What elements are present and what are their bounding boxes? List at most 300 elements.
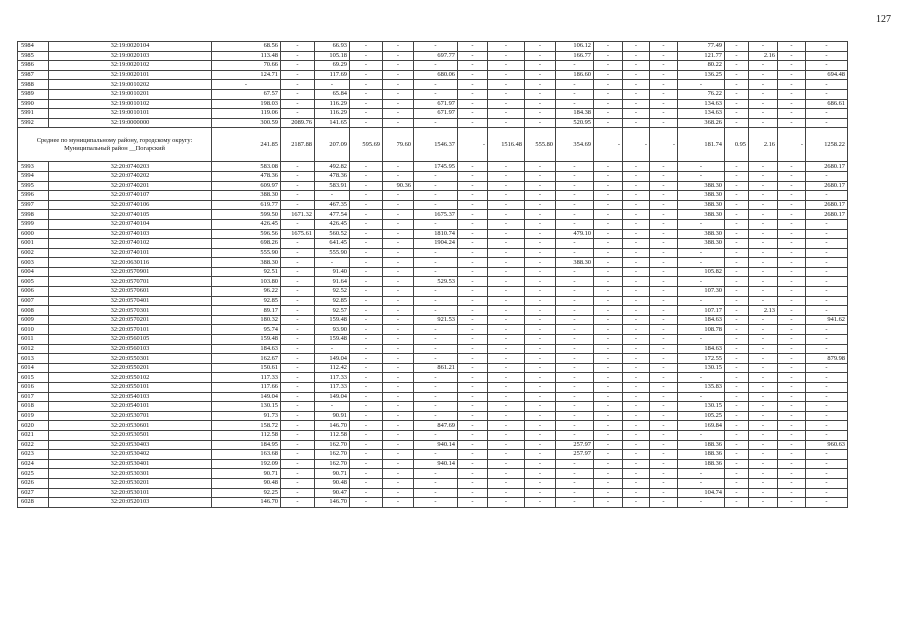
table-cell: - (458, 200, 488, 210)
table-cell: - (778, 258, 806, 268)
table-cell: - (458, 287, 488, 297)
table-cell: 112.58 (212, 430, 281, 440)
table-cell: 2680.17 (806, 181, 848, 191)
cadastral-number-cell: 32:19:0020103 (49, 51, 212, 61)
cadastral-number-cell: 32:20:0740102 (49, 239, 212, 249)
table-cell: - (488, 267, 525, 277)
table-cell: - (556, 296, 594, 306)
table-cell: - (778, 306, 806, 316)
table-cell: 595.69 (350, 128, 383, 162)
table-cell: - (350, 344, 383, 354)
table-cell: - (281, 287, 315, 297)
table-cell: - (650, 373, 678, 383)
table-cell: - (623, 248, 650, 258)
table-cell: - (749, 488, 778, 498)
table-cell: - (488, 421, 525, 431)
table-cell: - (350, 488, 383, 498)
row-number-cell: 5986 (18, 61, 49, 71)
table-cell: - (525, 162, 556, 172)
table-cell: - (623, 267, 650, 277)
table-cell: - (594, 42, 623, 52)
row-number-cell: 6010 (18, 325, 49, 335)
table-cell: - (281, 488, 315, 498)
table-cell: 2187.88 (281, 128, 315, 162)
table-cell: - (383, 383, 414, 393)
table-cell: - (414, 191, 458, 201)
table-cell: - (525, 469, 556, 479)
table-cell: - (678, 162, 725, 172)
table-cell: 1675.37 (414, 210, 458, 220)
table-cell: - (778, 354, 806, 364)
table-cell: - (594, 70, 623, 80)
table-cell: 388.30 (678, 229, 725, 239)
table-cell: - (806, 258, 848, 268)
table-cell: 184.95 (212, 440, 281, 450)
table-cell: - (778, 315, 806, 325)
table-cell: - (623, 162, 650, 172)
table-cell: - (458, 229, 488, 239)
table-cell: - (488, 325, 525, 335)
table-row (18, 440, 848, 450)
table-row (18, 229, 848, 239)
table-cell: - (594, 325, 623, 335)
table-cell: - (281, 42, 315, 52)
table-cell: - (281, 80, 315, 90)
table-cell: - (556, 277, 594, 287)
table-cell: - (806, 469, 848, 479)
table-cell: - (458, 219, 488, 229)
table-cell: - (806, 411, 848, 421)
table-cell: - (678, 478, 725, 488)
table-cell: - (749, 373, 778, 383)
table-cell: - (488, 373, 525, 383)
table-cell: - (556, 210, 594, 220)
cadastral-number-cell: 32:20:0740103 (49, 229, 212, 239)
table-cell: 93.90 (315, 325, 350, 335)
table-cell: 186.60 (556, 70, 594, 80)
table-cell: - (350, 118, 383, 128)
table-cell: - (458, 306, 488, 316)
table-cell: - (525, 363, 556, 373)
table-cell: - (725, 325, 749, 335)
table-cell: - (725, 344, 749, 354)
table-cell: - (525, 440, 556, 450)
table-cell: - (281, 325, 315, 335)
row-number-cell: 6002 (18, 248, 49, 258)
table-cell: 940.14 (414, 459, 458, 469)
cadastral-number-cell: 32:20:0560105 (49, 335, 212, 345)
table-cell: - (458, 325, 488, 335)
table-row (18, 89, 848, 99)
table-cell: - (383, 296, 414, 306)
table-cell: - (650, 450, 678, 460)
table-cell: - (650, 354, 678, 364)
table-cell: - (806, 478, 848, 488)
cadastral-number-cell: 32:20:0570301 (49, 306, 212, 316)
table-cell: - (488, 200, 525, 210)
row-number-cell: 6005 (18, 277, 49, 287)
table-cell: - (281, 411, 315, 421)
table-cell: 555.90 (315, 248, 350, 258)
table-cell: - (350, 51, 383, 61)
table-body (18, 42, 848, 508)
table-cell: - (458, 239, 488, 249)
table-cell: - (556, 488, 594, 498)
table-cell: - (623, 191, 650, 201)
table-cell: - (488, 171, 525, 181)
table-cell: - (458, 344, 488, 354)
table-cell: - (525, 267, 556, 277)
table-cell: - (594, 450, 623, 460)
table-cell: - (458, 51, 488, 61)
table-cell: 169.84 (678, 421, 725, 431)
table-cell: - (725, 306, 749, 316)
table-cell: - (678, 392, 725, 402)
table-cell: - (281, 478, 315, 488)
table-cell: - (778, 118, 806, 128)
table-cell: - (458, 411, 488, 421)
table-cell: - (414, 296, 458, 306)
table-cell: - (749, 239, 778, 249)
table-cell: - (315, 80, 350, 90)
table-cell: - (650, 258, 678, 268)
table-cell: - (488, 70, 525, 80)
table-cell: - (623, 128, 650, 162)
table-cell: - (458, 162, 488, 172)
table-cell: - (725, 402, 749, 412)
cadastral-number-cell: 32:19:0010102 (49, 99, 212, 109)
table-cell: - (350, 363, 383, 373)
table-cell: - (778, 248, 806, 258)
table-cell: - (525, 61, 556, 71)
table-cell: - (594, 469, 623, 479)
table-cell: - (594, 162, 623, 172)
table-cell: - (623, 118, 650, 128)
table-cell: - (458, 450, 488, 460)
cadastral-number-cell: 32:19:0010201 (49, 89, 212, 99)
table-row (18, 277, 848, 287)
table-cell: 91.40 (315, 267, 350, 277)
table-cell: - (725, 200, 749, 210)
table-cell: - (778, 181, 806, 191)
table-cell: - (281, 248, 315, 258)
table-cell: - (749, 42, 778, 52)
table-cell: - (281, 181, 315, 191)
table-cell: - (488, 450, 525, 460)
table-row (18, 99, 848, 109)
table-cell: - (594, 89, 623, 99)
table-cell: - (556, 392, 594, 402)
table-cell: - (281, 498, 315, 508)
table-cell: 92.52 (315, 287, 350, 297)
table-cell: - (350, 210, 383, 220)
table-cell: 135.83 (678, 383, 725, 393)
table-cell: 107.17 (678, 306, 725, 316)
table-cell: - (650, 191, 678, 201)
table-cell: - (594, 277, 623, 287)
table-cell: - (623, 459, 650, 469)
table-cell: 112.42 (315, 363, 350, 373)
table-cell: - (725, 181, 749, 191)
table-cell: - (525, 200, 556, 210)
table-cell: 1258.22 (806, 128, 848, 162)
table-cell: 141.65 (315, 118, 350, 128)
table-cell: 560.52 (315, 229, 350, 239)
row-number-cell: 6004 (18, 267, 49, 277)
table-cell: - (623, 421, 650, 431)
table-cell: - (414, 306, 458, 316)
table-cell: 90.47 (315, 488, 350, 498)
table-cell: - (623, 469, 650, 479)
cadastral-number-cell: 32:20:0570201 (49, 315, 212, 325)
table-cell: 555.90 (212, 248, 281, 258)
table-cell: 2680.17 (806, 162, 848, 172)
table-cell: - (623, 200, 650, 210)
table-cell: - (488, 109, 525, 119)
table-cell: 388.30 (678, 200, 725, 210)
table-cell: - (458, 258, 488, 268)
table-cell: - (350, 267, 383, 277)
table-cell: - (725, 191, 749, 201)
table-cell: - (806, 402, 848, 412)
table-cell: - (594, 128, 623, 162)
table-cell: 149.04 (315, 354, 350, 364)
table-cell: - (383, 402, 414, 412)
table-cell: 117.33 (212, 373, 281, 383)
table-cell: 583.08 (212, 162, 281, 172)
cadastral-number-cell: 32:20:0530701 (49, 411, 212, 421)
table-cell: - (749, 287, 778, 297)
table-cell: - (414, 498, 458, 508)
row-number-cell: 6022 (18, 440, 49, 450)
row-number-cell: 6025 (18, 469, 49, 479)
table-cell: - (525, 459, 556, 469)
table-cell: 879.98 (806, 354, 848, 364)
table-row (18, 70, 848, 80)
table-cell: - (488, 80, 525, 90)
table-row (18, 239, 848, 249)
table-cell: - (350, 469, 383, 479)
row-number-cell: 5995 (18, 181, 49, 191)
table-cell: - (725, 478, 749, 488)
table-cell: - (594, 219, 623, 229)
table-cell: - (749, 383, 778, 393)
table-cell: - (778, 450, 806, 460)
cadastral-number-cell: 32:20:0550101 (49, 383, 212, 393)
table-cell: - (749, 315, 778, 325)
table-cell: - (806, 335, 848, 345)
table-cell: - (594, 344, 623, 354)
table-cell: - (725, 109, 749, 119)
table-cell: - (556, 402, 594, 412)
table-cell: - (488, 42, 525, 52)
table-cell: - (749, 344, 778, 354)
table-cell: - (281, 162, 315, 172)
table-cell: - (488, 181, 525, 191)
table-cell: - (623, 306, 650, 316)
table-cell: - (458, 99, 488, 109)
table-cell: - (315, 344, 350, 354)
table-cell: 596.56 (212, 229, 281, 239)
table-cell: - (725, 363, 749, 373)
table-cell: - (778, 277, 806, 287)
table-cell: - (383, 430, 414, 440)
table-cell: - (778, 363, 806, 373)
table-cell: - (488, 315, 525, 325)
table-cell: - (525, 51, 556, 61)
table-cell: - (594, 392, 623, 402)
table-cell: - (806, 498, 848, 508)
cadastral-number-cell: 32:20:0530501 (49, 430, 212, 440)
table-cell: - (414, 287, 458, 297)
table-cell: - (778, 219, 806, 229)
table-cell: - (281, 354, 315, 364)
table-cell: - (458, 402, 488, 412)
table-cell: - (350, 219, 383, 229)
table-cell: - (778, 478, 806, 488)
cadastral-number-cell: 32:20:0540101 (49, 402, 212, 412)
table-cell: - (488, 498, 525, 508)
table-cell: - (778, 469, 806, 479)
table-cell: - (414, 469, 458, 479)
table-cell: - (458, 70, 488, 80)
table-cell: - (350, 258, 383, 268)
table-cell: - (678, 469, 725, 479)
table-cell: - (678, 248, 725, 258)
table-cell: - (458, 277, 488, 287)
table-cell: - (594, 51, 623, 61)
table-cell: - (749, 392, 778, 402)
table-cell: - (383, 210, 414, 220)
table-cell: 108.78 (678, 325, 725, 335)
table-cell: 117.66 (212, 383, 281, 393)
table-cell: - (725, 459, 749, 469)
table-cell: - (594, 411, 623, 421)
table-cell: - (414, 411, 458, 421)
row-number-cell: 5997 (18, 200, 49, 210)
table-cell: - (281, 219, 315, 229)
table-cell: - (806, 421, 848, 431)
table-cell: - (806, 287, 848, 297)
table-cell: 146.70 (315, 498, 350, 508)
table-cell: 184.63 (678, 344, 725, 354)
table-cell: - (650, 325, 678, 335)
table-cell: - (749, 210, 778, 220)
table-cell: - (778, 61, 806, 71)
table-row (18, 354, 848, 364)
table-cell: - (488, 363, 525, 373)
table-cell: 478.36 (212, 171, 281, 181)
table-cell: - (525, 42, 556, 52)
table-cell: - (281, 191, 315, 201)
table-cell: 680.06 (414, 70, 458, 80)
table-cell: - (594, 258, 623, 268)
cadastral-number-cell: 32:20:0550201 (49, 363, 212, 373)
table-cell: - (623, 392, 650, 402)
row-number-cell: 5993 (18, 162, 49, 172)
table-cell: - (806, 296, 848, 306)
table-cell: - (414, 335, 458, 345)
table-cell: 134.63 (678, 109, 725, 119)
table-cell: - (458, 315, 488, 325)
table-cell: 121.77 (678, 51, 725, 61)
cadastral-number-cell: 32:20:0540103 (49, 392, 212, 402)
table-cell: 91.64 (315, 277, 350, 287)
table-cell: - (383, 70, 414, 80)
table-cell: - (650, 498, 678, 508)
table-cell: - (594, 118, 623, 128)
table-cell: - (806, 239, 848, 249)
table-cell: - (778, 80, 806, 90)
table-cell: 80.22 (678, 61, 725, 71)
table-cell: 241.85 (212, 128, 281, 162)
table-cell: - (383, 89, 414, 99)
table-cell: - (458, 478, 488, 488)
table-cell: - (383, 354, 414, 364)
table-cell: - (623, 430, 650, 440)
table-cell: - (594, 80, 623, 90)
table-cell: - (488, 488, 525, 498)
row-number-cell: 6023 (18, 450, 49, 460)
row-number-cell: 5988 (18, 80, 49, 90)
table-cell: - (623, 70, 650, 80)
table-cell: - (749, 181, 778, 191)
table-cell: - (281, 373, 315, 383)
table-cell: - (806, 267, 848, 277)
table-cell: - (749, 335, 778, 345)
table-cell: 69.29 (315, 61, 350, 71)
row-number-cell: 6013 (18, 354, 49, 364)
table-cell: - (623, 219, 650, 229)
table-cell: - (623, 61, 650, 71)
table-cell: - (650, 109, 678, 119)
table-cell: - (281, 89, 315, 99)
table-cell: - (383, 118, 414, 128)
table-cell: - (281, 200, 315, 210)
table-cell: - (350, 296, 383, 306)
table-cell: 104.74 (678, 488, 725, 498)
table-cell: - (525, 315, 556, 325)
row-number-cell: 5985 (18, 51, 49, 61)
row-number-cell: 6012 (18, 344, 49, 354)
table-cell: - (383, 498, 414, 508)
table-cell: - (650, 248, 678, 258)
table-cell: 921.53 (414, 315, 458, 325)
table-cell: - (725, 219, 749, 229)
table-cell: - (383, 392, 414, 402)
table-cell: - (778, 421, 806, 431)
table-cell: - (725, 315, 749, 325)
table-cell: - (749, 219, 778, 229)
table-cell: - (594, 315, 623, 325)
table-cell: - (650, 99, 678, 109)
table-cell: - (725, 248, 749, 258)
table-cell: 92.85 (212, 296, 281, 306)
table-cell: - (806, 219, 848, 229)
table-cell: - (778, 325, 806, 335)
table-cell: 136.25 (678, 70, 725, 80)
table-cell: - (650, 459, 678, 469)
table-cell: - (778, 191, 806, 201)
table-cell: - (594, 488, 623, 498)
cadastral-number-cell: 32:20:0570601 (49, 287, 212, 297)
table-cell: - (458, 498, 488, 508)
row-number-cell: 5990 (18, 99, 49, 109)
table-cell: - (556, 325, 594, 335)
table-cell: - (281, 171, 315, 181)
table-cell: - (315, 191, 350, 201)
table-cell: - (678, 258, 725, 268)
